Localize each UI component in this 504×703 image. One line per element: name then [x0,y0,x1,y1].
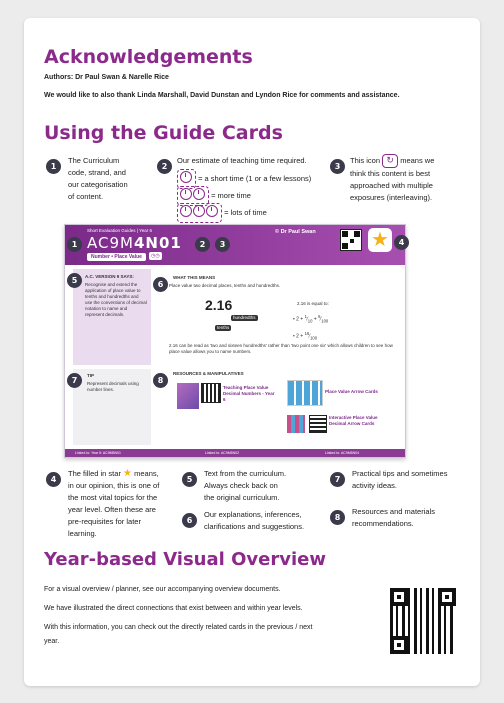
read-note: 2.16 can be read as 'two and sixteen hundredths' rather than 'two point one six' which allows children to see how place value allows you to name numbers. [169,343,393,354]
overview-qr-code[interactable] [390,588,456,654]
card-badge-6: 6 [153,277,168,292]
footer-link-3: Linked to: AC9M6N04 [325,451,360,455]
star-icon: ★ [368,228,392,252]
tip-body: Represent decimals using number lines. [87,381,139,392]
resource-2: Place Value Arrow Cards [325,389,378,394]
overview-text: For a visual overview / planner, see our accompanying overview documents. We have illustrated the direct connections that exist between and within year levels. With this information, you can check out the directly related cards in the previous / next year. [44,586,313,645]
tip-title: TIP [87,373,95,378]
item-6-text: Our explanations, inferences, clarifications and suggestions. [204,510,305,531]
ac-body: Recognise and extend the application of place value to tenths and hundredths and use the conventions of decimal notation to name and represent decimals. [85,282,147,317]
acknowledgements-heading: Acknowledgements [44,46,253,68]
ac-title: A.C. VERSION 9 SAYS: [85,274,134,279]
card-badge-2: 2 [195,237,210,252]
item-1-text: The Curriculum code, strand, and our categorisation of content. [68,156,128,201]
tenths-label: tenths [217,325,230,330]
sample-guide-card [64,224,406,458]
wtm-title: WHAT THIS MEANS [173,275,216,280]
authors-line: Authors: Dr Paul Swan & Narelle Rice [44,74,169,81]
card-series: Short Evaluation Guides | Year 6 [87,228,152,233]
card-badge-7: 7 [67,373,82,388]
decimal-number: 2.16 [205,297,233,313]
badge-6: 6 [182,513,197,528]
card-footer [65,449,405,457]
time-row-lots: = lots of time [177,203,267,223]
time-row-short: = a short time (1 or a few lessons) [177,169,311,189]
card-badge-3: 3 [215,237,230,252]
card-badge-4: 4 [394,235,409,250]
star-small-icon: ★ [123,468,133,479]
resource-image-3 [287,415,305,433]
card-brand: © Dr Paul Swan [275,229,316,235]
guide-page [24,18,480,686]
item-5-text: Text from the curriculum. Always check back on the original curriculum. [204,469,287,502]
hundredths-label: hundredths [233,315,256,320]
tip-panel [73,369,151,445]
badge-1: 1 [46,159,61,174]
equal-label: 2.16 is equal to: [297,301,329,306]
card-badge-8: 8 [153,373,168,388]
card-code: AC9M4N01 [87,234,182,252]
card-header [65,225,405,265]
ac-says-panel [73,269,151,365]
item-3-text: This icon ↻ means we think this content is best approached with multiple exposures (interleaving). [350,155,435,202]
badge-7: 7 [330,472,345,487]
thanks-line: We would like to also thank Linda Marshall, David Dunstan and Lyndon Rice for comments and assistance. [44,92,400,99]
item-2-title: Our estimate of teaching time required. [177,156,307,165]
badge-4: 4 [46,472,61,487]
resource-qr-1 [201,383,221,403]
interleaving-icon: ↻ [382,154,398,168]
badge-8: 8 [330,510,345,525]
resource-1: Teaching Place Value Decimal Numbers - Year 6 [223,385,275,402]
resource-image-1 [177,383,199,409]
resource-qr-3 [309,415,327,433]
card-tag: Number • Place Value [87,253,146,261]
wtm-body: Place value two decimal places, tenths and hundredths. [169,283,281,288]
time-row-more: = more time [177,186,251,206]
resource-3: Interactive Place Value Decimal Arrow Cards [329,415,378,426]
badge-2: 2 [157,159,172,174]
guide-heading: Using the Guide Cards [44,122,283,144]
badge-3: 3 [330,159,345,174]
overview-heading: Year-based Visual Overview [44,549,326,570]
footer-link-2: Linked to: AC9M6N02 [205,451,240,455]
three-clock-icon [177,203,222,223]
card-qr-code [340,229,362,251]
arrow-cards-image [287,380,323,406]
card-clocks: ◷◷ [151,253,160,259]
card-badge-1: 1 [67,237,82,252]
card-badge-5: 5 [67,273,82,288]
item-7-text: Practical tips and sometimes activity ideas. [352,469,448,490]
item-4-text: The filled in star ★ means, in our opinion, this is one of the most vital topics for the year level. Often these are pre-requisites for later learning. [68,468,160,538]
badge-5: 5 [182,472,197,487]
fraction-rows: • $2 + ^1⁄_{10}$ + $^6⁄_{100}$ • $2 + ^{16}⁄_{100}$ [293,314,329,341]
resources-title: RESOURCES & MANIPULATIVES [173,371,244,376]
footer-link-1: Linked to: Year 5: AC9M5N01 [75,451,121,455]
item-8-text: Resources and materials recommendations. [352,507,435,528]
